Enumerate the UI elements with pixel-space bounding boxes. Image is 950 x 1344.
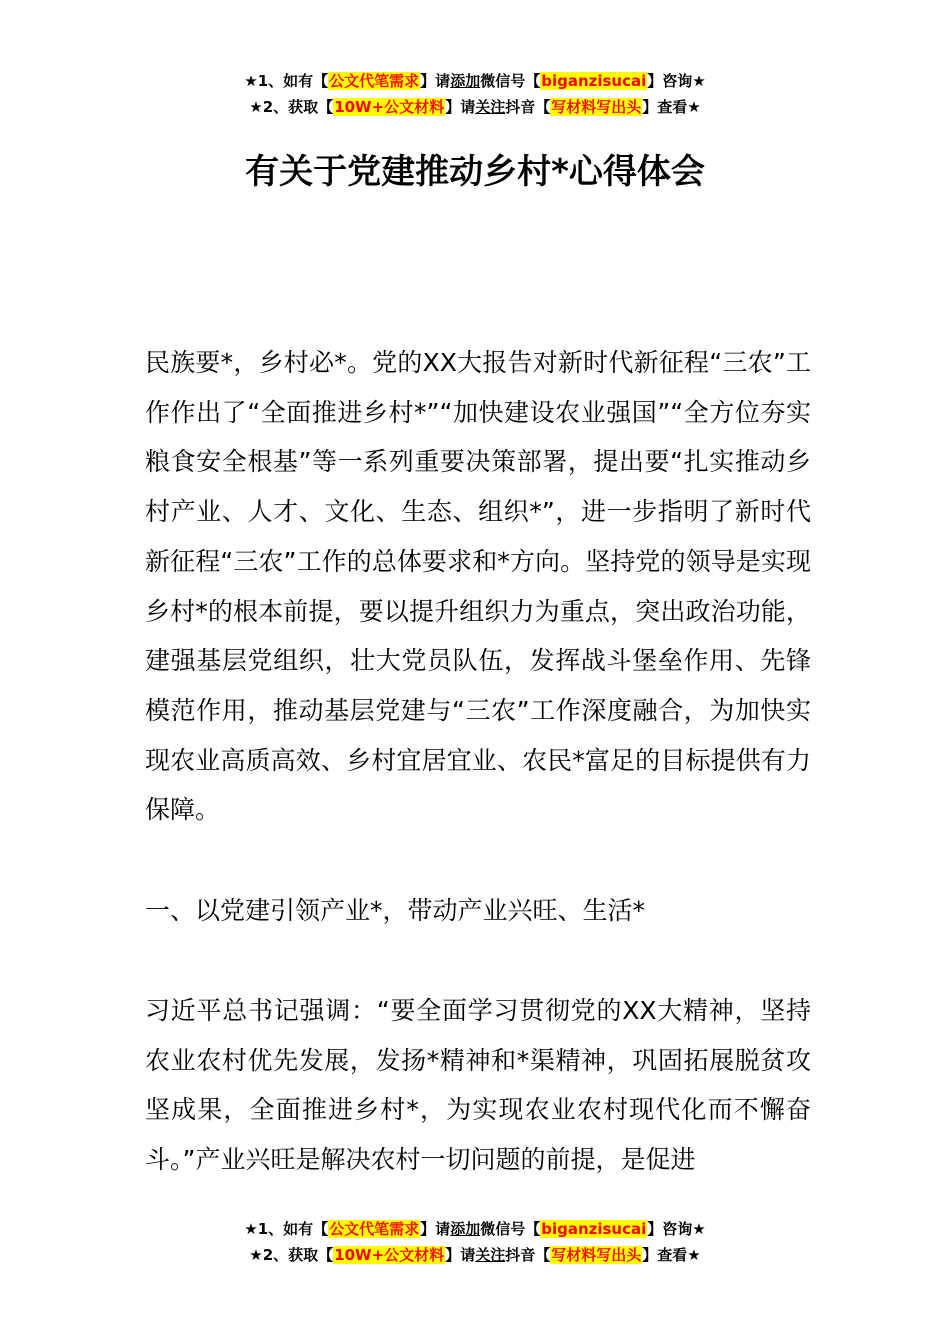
- paragraph-intro: 民族要*，乡村必*。党的XX大报告对新时代新征程“三农”工作作出了“全面推进乡村*”“加快建设农业强国”“全方位夯实粮食安全根基”等一系列重要决策部署，提出要“扎实推动乡村产业、人才、文化、生态、组织*”，进一步指明了新时代新征程“三农”工作的总体要求和*方向。坚持党的领导是实现乡村*的根本前提，要以提升组织力为重点，突出政治功能，建强基层党组织，壮大党员队伍，发挥战斗堡垒作用、先锋模范作用，推动基层党建与“三农”工作深度融合，为加快实现农业高质高效、乡村宜居宜业、农民*富足的目标提供有力保障。: [145, 348, 811, 825]
- notice-highlight: 写材料写出头: [551, 1246, 642, 1264]
- notice-text: 】咨询★: [647, 1220, 706, 1238]
- notice-highlight: 公文代笔需求: [329, 72, 420, 90]
- notice-text: 抖音【: [505, 98, 551, 116]
- notice-text: ★1、如有【: [244, 72, 329, 90]
- notice-line-2: [0, 1242, 950, 1268]
- document-title: 有关于党建推动乡村*心得体会: [245, 152, 705, 192]
- notice-line-2: [0, 94, 950, 120]
- section-heading-1: 一、以党建引领产业*，带动产业兴旺、生活*: [145, 896, 646, 925]
- notice-highlight: 10W+公文材料: [334, 98, 445, 116]
- notice-text: 】查看★: [642, 1246, 701, 1264]
- notice-text: 】请: [445, 1246, 476, 1264]
- notice-text: 微信号【: [480, 1220, 541, 1238]
- header-notice: [0, 68, 950, 120]
- notice-highlight: 公文代笔需求: [329, 1220, 420, 1238]
- notice-line-1: [0, 1216, 950, 1242]
- notice-text: ★2、获取【: [249, 98, 334, 116]
- notice-text: 】请: [420, 1220, 451, 1238]
- footer-notice: [0, 1216, 950, 1268]
- notice-highlight: 写材料写出头: [551, 98, 642, 116]
- paragraph-section-1: 习近平总书记强调：“要全面学习贯彻党的XX大精神，坚持农业农村优先发展，发扬*精神和*渠精神，巩固拓展脱贫攻坚成果，全面推进乡村*，为实现农业农村现代化而不懈奋斗。”产业兴旺是解决农村一切问题的前提，是促进: [145, 996, 811, 1175]
- notice-text: 微信号【: [480, 72, 541, 90]
- notice-text: 】咨询★: [647, 72, 706, 90]
- notice-highlight: biganzisucai: [541, 1220, 647, 1238]
- notice-emphasis: 添加: [450, 72, 481, 90]
- notice-emphasis: 关注: [475, 98, 506, 116]
- notice-text: ★1、如有【: [244, 1220, 329, 1238]
- notice-text: 】请: [445, 98, 476, 116]
- notice-emphasis: 关注: [475, 1246, 506, 1264]
- notice-text: 】查看★: [642, 98, 701, 116]
- notice-text: ★2、获取【: [249, 1246, 334, 1264]
- notice-emphasis: 添加: [450, 1220, 481, 1238]
- notice-text: 抖音【: [505, 1246, 551, 1264]
- notice-text: 】请: [420, 72, 451, 90]
- notice-highlight: 10W+公文材料: [334, 1246, 445, 1264]
- notice-highlight: biganzisucai: [541, 72, 647, 90]
- notice-line-1: [0, 68, 950, 94]
